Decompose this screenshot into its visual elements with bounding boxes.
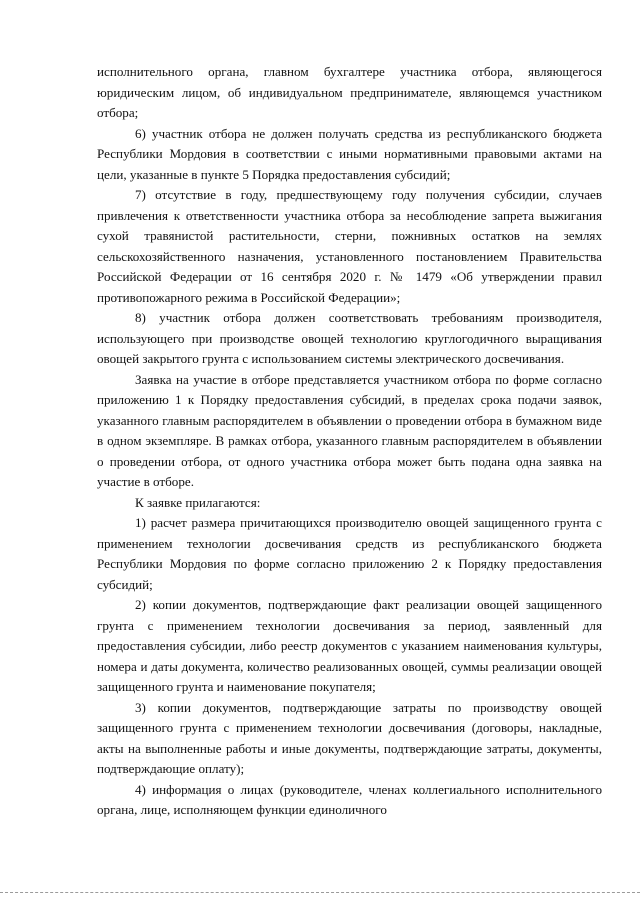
paragraph-continuation: исполнительного органа, главном бухгалтере участника отбора, являющегося юридическим лицом, об индивидуальном предпринимателе, являющемся участником отбора;	[97, 64, 602, 120]
paragraph-item-7: 7) отсутствие в году, предшествующему году получения субсидии, случаев привлечения к ответственности участника отбора за несоблюдение запрета выжигания сухой травянистой растительности, стерни, пожнивных остатков на землях сельскохозяйственного назначения, установленного постановлением Правительства Российской Федерации от 16 сентября 2020 г. № 1479 «Об утверждении правил противопожарного режима в Российской Федерации»;	[97, 187, 602, 305]
paragraph-attachment-2: 2) копии документов, подтверждающие факт реализации овощей защищенного грунта с применением технологии досвечивания за период, заявленный для предоставления субсидии, либо реестр документов с указанием наименования культуры, номера и даты документа, количество реализованных овощей, суммы реализации овощей защищенного грунта и наименование покупателя;	[97, 597, 602, 694]
paragraph-application: Заявка на участие в отборе представляется участником отбора по форме согласно приложению 1 к Порядку предоставления субсидий, в пределах срока подачи заявок, указанного главным распорядителем в объявлении о проведении отбора в бумажном виде в одном экземпляре. В рамках отбора, указанного главным распорядителем в объявлении о проведении отбора, от одного участника отбора может быть подана одна заявка на участие в отборе.	[97, 371, 602, 489]
page-bottom-divider	[0, 892, 640, 894]
paragraph-item-6: 6) участник отбора не должен получать средства из республиканского бюджета Республики Мордовия в соответствии с иными нормативными правовыми актами на цели, указанные в пункте 5 Порядка предоставления субсидий;	[97, 125, 602, 182]
paragraph-attachment-4: 4) информация о лицах (руководителе, членах коллегиального исполнительного органа, лице, исполняющем функции единоличного	[97, 781, 602, 817]
paragraph-item-8: 8) участник отбора должен соответствовать требованиям производителя, использующего при производстве овощей технологию круглогодичного выращивания овощей закрытого грунта с использованием системы электрического досвечивания.	[97, 310, 602, 366]
paragraph-attachment-1: 1) расчет размера причитающихся производителю овощей защищенного грунта с применением технологии досвечивания средств из республиканского бюджета Республики Мордовия по форме согласно приложению 2 к Порядку предоставления субсидий;	[97, 515, 602, 592]
document-page	[97, 62, 602, 821]
paragraph-attachment-3: 3) копии документов, подтверждающие затраты по производству овощей защищенного грунта с применением технологии досвечивания (договоры, накладные, акты на выполненные работы и иные документы, подтверждающие затраты, документы, подтверждающие оплату);	[97, 699, 602, 776]
paragraph-attachments-heading: К заявке прилагаются:	[135, 494, 261, 510]
